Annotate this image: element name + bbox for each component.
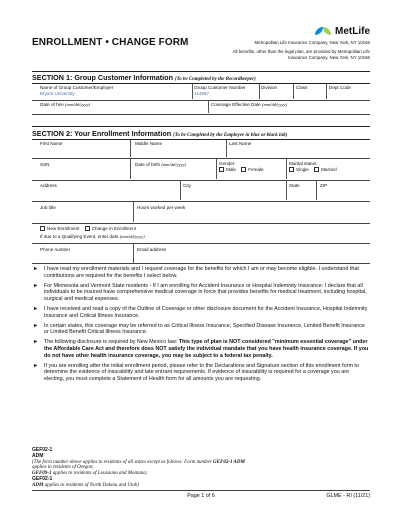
dept-code-field[interactable]: Dept Code: [329, 85, 351, 90]
change-enrollment-checkbox[interactable]: [85, 226, 90, 231]
list-item: ► For Minnesota and Vermont State residents - If I am enrolling for Accident Insurance or Hospital Indemnity Insurance: I declare that all individuals to be insured have comprehensive medical coverage in force that provides benefits for medical treatment, including hospital, surgical and medical expenses.: [33, 282, 367, 303]
page-number: Page 1 of 6: [187, 493, 215, 499]
customer-name-field[interactable]: Name of Group Customer/Employer Bryant University: [40, 85, 188, 96]
first-name-field[interactable]: First Name: [40, 141, 63, 146]
zip-field[interactable]: ZIP: [320, 183, 328, 188]
section2-header-rule: [32, 139, 370, 140]
single-checkbox[interactable]: [289, 167, 294, 172]
change-enrollment-option[interactable]: Change in Enrollment: [85, 226, 136, 231]
list-item: ► I have received and read a copy of the Outline of Coverage or other disclosure document for the Accident Insurance, Hospital Indemnity Insurance and Critical Illness Insurance.: [33, 305, 368, 319]
form-title: ENROLLMENT • CHANGE FORM: [32, 37, 189, 48]
arrow-right-icon: ►: [33, 339, 39, 346]
gender-female-option[interactable]: Female: [241, 167, 263, 172]
state-field[interactable]: State: [289, 183, 300, 188]
logo-text: MetLife: [335, 25, 370, 37]
section1-title: SECTION 1: Group Customer Information (To be Completed by the Recordkeeper): [32, 73, 256, 82]
date-of-hire-field[interactable]: Date of hire (mm/dd/yyyy): [40, 102, 91, 107]
married-checkbox[interactable]: [314, 167, 319, 172]
new-enrollment-checkbox[interactable]: [40, 226, 45, 231]
section2-title: SECTION 2: Your Enrollment Information (To be Completed by the Employee in blue or black ink): [32, 129, 288, 138]
class-field[interactable]: Class: [296, 85, 308, 90]
declarations-list: [32, 266, 370, 386]
marital-married-option[interactable]: Married: [314, 167, 337, 172]
female-checkbox[interactable]: [241, 167, 246, 172]
date-of-birth-field[interactable]: Date of birth (mm/dd/yyyy): [135, 162, 187, 167]
form-header: [32, 24, 370, 68]
phone-field[interactable]: Phone number: [40, 247, 71, 252]
form-number-footnote: GEF02-1 ADM (The form number above applies to residents of all states except as follows: Form number GEF02-1 ADM applies to residents of Oregon; GEF09-1 applies to residents of Louisiana and Montana; GEF02-1 ADM applies to residents of North Dakota and Utah): [32, 447, 245, 488]
customer-name-value: Bryant University: [40, 91, 75, 96]
job-title-field[interactable]: Job title: [40, 205, 56, 210]
marital-status-group: Marital status: Single Married: [289, 161, 337, 172]
arrow-right-icon: ►: [33, 305, 39, 312]
customer-number-value: 114967: [194, 91, 209, 96]
customer-number-field[interactable]: Group Customer Number 114967: [194, 85, 258, 96]
address-field[interactable]: Address: [40, 183, 57, 188]
arrow-right-icon: ►: [33, 362, 39, 369]
metlife-leaf-icon: [315, 26, 333, 36]
form-code: GLME - RI (11/21): [326, 493, 370, 499]
arrow-right-icon: ►: [33, 282, 39, 289]
qualifying-event-field[interactable]: If due to a Qualifying Event, enter date (mm/dd/yyyy): [40, 234, 145, 239]
arrow-right-icon: ►: [33, 322, 39, 329]
last-name-field[interactable]: Last Name: [229, 141, 252, 146]
new-enrollment-option[interactable]: New Enrollment: [40, 226, 79, 231]
male-checkbox[interactable]: [219, 167, 224, 172]
page-footer: [32, 493, 370, 503]
list-item: ► If you are enrolling after the initial enrollment period, please refer to the Declarations and Signature section of this enrollment form to determine the evidence of insurability and late entrant requirements. If evidence of insurability is required for a coverage you are electing, you must complete a Statement of Health form for all amounts you are requesting.: [33, 362, 359, 383]
enrollment-type-group: [40, 226, 145, 239]
email-field[interactable]: Email address: [137, 247, 167, 252]
division-field[interactable]: Division: [261, 85, 278, 90]
city-field[interactable]: City: [183, 183, 191, 188]
section1-header-rule: [32, 83, 370, 84]
metlife-logo: [230, 24, 370, 38]
arrow-right-icon: ►: [33, 266, 39, 272]
list-item: ► The following disclosure is required by New Mexico law: This type of plan is NOT considered "minimum essential coverage" under the Affordable Care Act and therefore does NOT satisfy the individual mandate that you have health insurance coverage. If you do not have other health insurance coverage, you may be subject to a federal tax penalty.: [33, 339, 369, 359]
coverage-date-field[interactable]: Coverage Effective Date (mm/dd/yyyy): [211, 102, 287, 107]
middle-name-field[interactable]: Middle Name: [135, 141, 163, 146]
list-item: ► I have read my enrollment materials and I request coverage for the benefits for which I am or may become eligible. I understand that contributions are required for the benefits I select below.: [33, 266, 359, 279]
gender-group: Gender: Male Female: [219, 161, 264, 172]
gender-male-option[interactable]: Male: [219, 167, 236, 172]
list-item: ► In certain states, this coverage may be referred to as Critical Illness Insurance, Specified Disease Insurance, Limited Benefit Insurance or Limited Benefit Critical Illness Insurance.: [33, 322, 365, 336]
company-address: Metropolitan Life Insurance Company, New York, NY 10166: [254, 40, 370, 45]
section1-top-rule: [32, 71, 370, 72]
benefits-provider-note: All benefits, other than the legal plan, are provided by Metropolitan Life Insurance Company, New York, NY 10166: [232, 49, 370, 60]
section2-top-rule: [32, 126, 370, 127]
ssn-field[interactable]: SSN: [40, 162, 50, 167]
hours-worked-field[interactable]: Hours worked per week: [137, 205, 186, 210]
marital-single-option[interactable]: Single: [289, 167, 309, 172]
